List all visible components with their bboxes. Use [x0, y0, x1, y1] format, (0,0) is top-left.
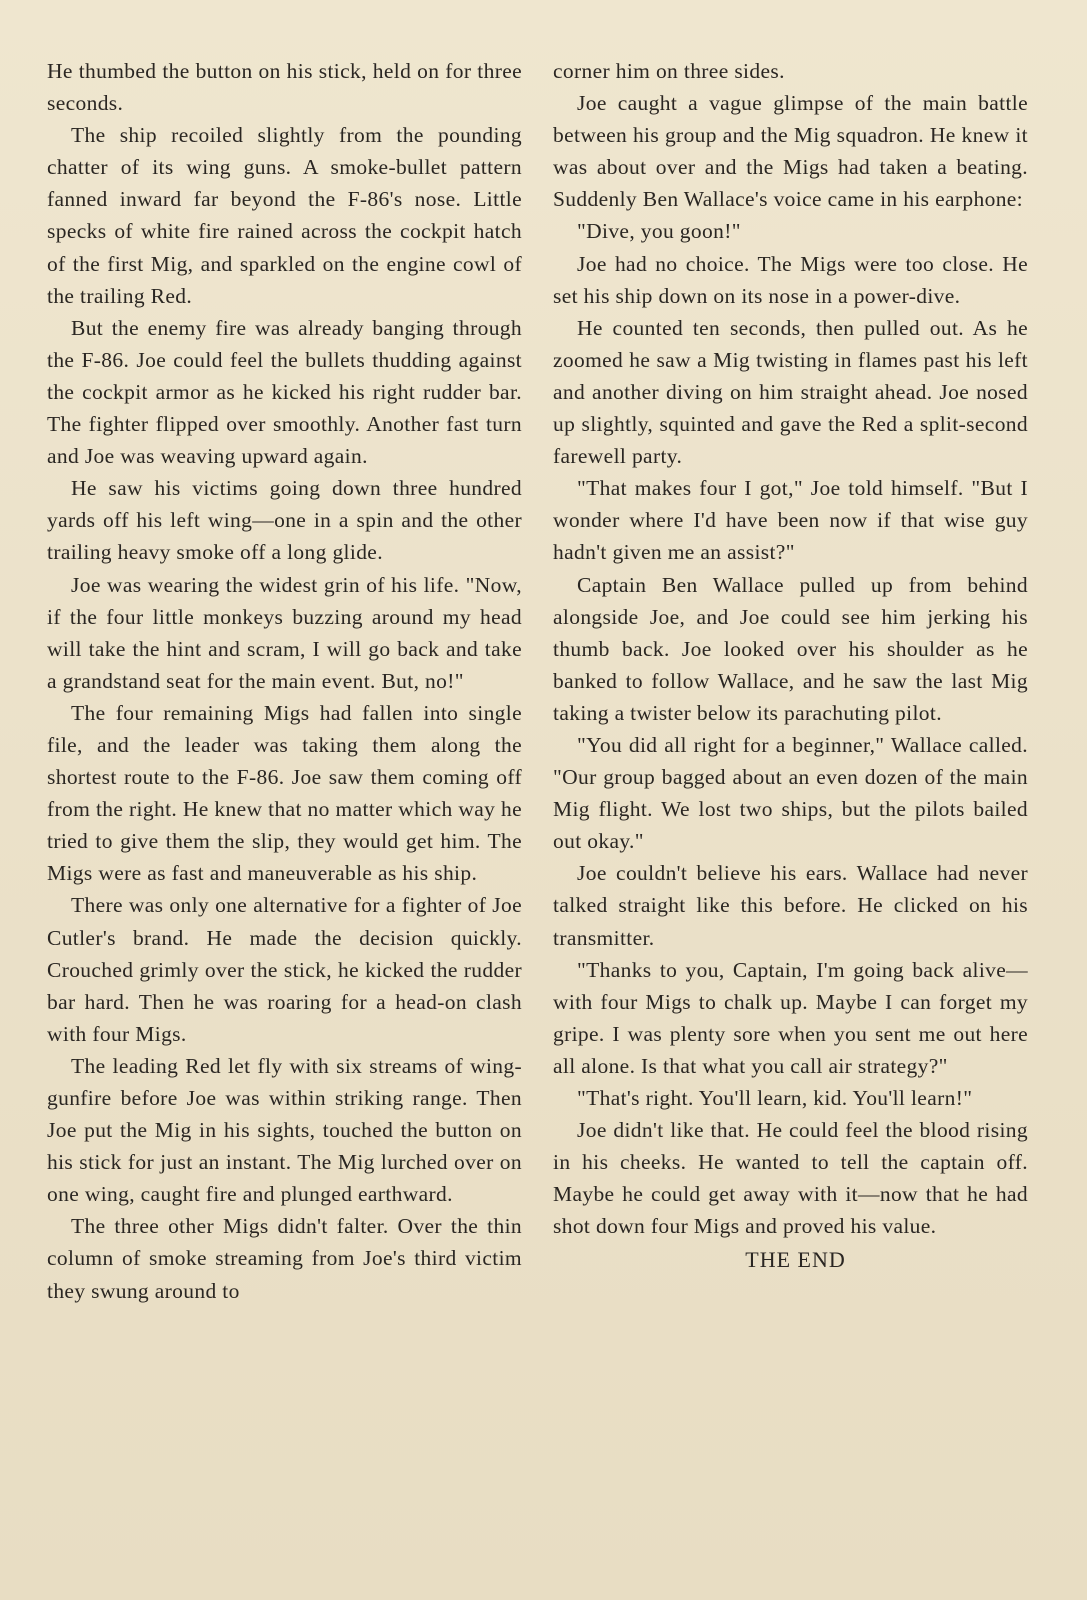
paragraph: Joe didn't like that. He could feel the blood rising in his cheeks. He wanted to tell the captain off. Maybe he could get away with it—now that he had shot down four Migs and proved his value.	[553, 1118, 1028, 1239]
paragraph: He saw his victims going down three hundred yards off his left wing—one in a spin and the other trailing heavy smoke off a long glide.	[47, 476, 522, 565]
paragraph: "That makes four I got," Joe told himself. "But I wonder where I'd have been now if that wise guy hadn't given me an assist?"	[553, 476, 1028, 565]
left-column	[47, 55, 522, 1307]
paragraph: He counted ten seconds, then pulled out. As he zoomed he saw a Mig twisting in flames past his left and another diving on him straight ahead. Joe nosed up slightly, squinted and gave the Red a split-second farewell party.	[553, 315, 1028, 469]
paragraph: He thumbed the button on his stick, held on for three seconds.	[47, 59, 522, 116]
paragraph: Joe couldn't believe his ears. Wallace had never talked straight like this before. He clicked on his transmitter.	[553, 861, 1028, 950]
paragraph: Joe caught a vague glimpse of the main battle between his group and the Mig squadron. He knew it was about over and the Migs had taken a beating. Suddenly Ben Wallace's voice came in his earphone:	[553, 91, 1028, 212]
paragraph: The three other Migs didn't falter. Over the thin column of smoke streaming from Joe's third victim they swung around to	[47, 1214, 522, 1303]
paragraph: "Thanks to you, Captain, I'm going back alive—with four Migs to chalk up. Maybe I can forget my gripe. I was plenty sore when you sent me out here all alone. Is that what you call air strategy?"	[553, 957, 1028, 1078]
paragraph: The leading Red let fly with six streams of wing-gunfire before Joe was within striking range. Then Joe put the Mig in his sights, touched the button on his stick for just an instant. The Mig lurched over on one wing, caught fire and plunged earthward.	[47, 1053, 522, 1207]
paragraph: The four remaining Migs had fallen into single file, and the leader was taking them along the shortest route to the F-86. Joe saw them coming off from the right. He knew that no matter which way he tried to give them the slip, they would get him. The Migs were as fast and maneuverable as his ship.	[47, 700, 522, 886]
paragraph: "That's right. You'll learn, kid. You'll learn!"	[577, 1086, 973, 1110]
paragraph: "You did all right for a beginner," Wallace called. "Our group bagged about an even dozen of the main Mig flight. We lost two ships, but the pilots bailed out okay."	[553, 732, 1028, 854]
paragraph: But the enemy fire was already banging through the F-86. Joe could feel the bullets thudding against the cockpit armor as he kicked his right rudder bar. The fighter flipped over smoothly. Another fast turn and Joe was weaving upward again.	[47, 315, 522, 469]
paragraph: corner him on three sides.	[553, 59, 785, 83]
paragraph: There was only one alternative for a fighter of Joe Cutler's brand. He made the decision quickly. Crouched grimly over the stick, he kicked the rudder bar hard. Then he was roaring for a head-on clash with four Migs.	[47, 893, 522, 1046]
the-end-label: THE END	[745, 1247, 846, 1273]
paragraph: The ship recoiled slightly from the pounding chatter of its wing guns. A smoke-bullet pattern fanned inward far beyond the F-86's nose. Little specks of white fire rained across the cockpit hatch of the first Mig, and sparkled on the engine cowl of the trailing Red.	[47, 123, 522, 308]
paragraph: Captain Ben Wallace pulled up from behind alongside Joe, and Joe could see him jerking his thumb back. Joe looked over his shoulder as he banked to follow Wallace, and he saw the last Mig taking a twister below its parachuting pilot.	[553, 572, 1028, 725]
paragraph: Joe was wearing the widest grin of his life. "Now, if the four little monkeys buzzing around my head will take the hint and scram, I will go back and take a grandstand seat for the main event. But, no!"	[47, 572, 522, 693]
paragraph: Joe had no choice. The Migs were too close. He set his ship down on its nose in a power-dive.	[553, 251, 1028, 308]
paragraph: "Dive, you goon!"	[577, 219, 741, 244]
right-column	[553, 55, 1028, 1277]
